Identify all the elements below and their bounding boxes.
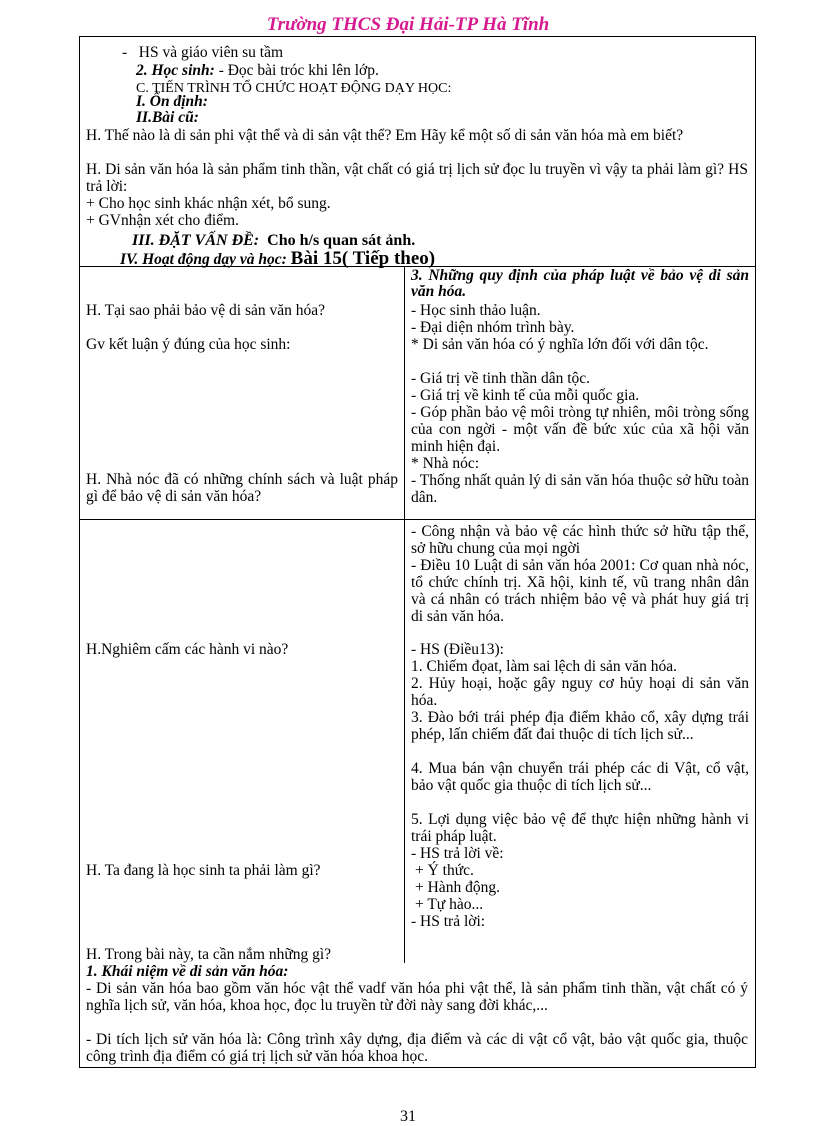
question-student-duty: H. Ta đang là học sinh ta phải làm gì? (86, 862, 321, 879)
right-item: - Giá trị về tinh thần dân tộc. (411, 370, 591, 387)
right-item: - Đại diện nhóm trình bày. (411, 319, 575, 336)
concept-paragraph-2: - Di tích lịch sử văn hóa là: Công trình xây dựng, địa điểm và các di vật cổ vật, bảo vật quốc gia, thuộc công trình địa điểm có giá trị lịch sử văn hóa khoa học. (86, 1031, 748, 1065)
legal-provisions-title: 3. Những quy định của pháp luật về bảo vệ di sản văn hóa. (411, 267, 749, 300)
right-item: - Công nhận và bảo vệ các hình thức sở hữu tập thể, sở hữu chung của mọi ngời (411, 523, 749, 557)
right-item: + Tự hào... (415, 896, 484, 913)
table-row-divider (80, 519, 755, 520)
concept-heading: 1. Khái niệm về di sản văn hóa: (86, 963, 289, 980)
section-1-heading: I. Ổn định: (136, 93, 208, 110)
section-4-heading: IV. Hoạt động dạy và học: Bài 15( Tiếp theo) (120, 248, 436, 269)
right-item: - Góp phần bảo vệ môi tròng tự nhiên, môi tròng sống của con ngời - một vấn đề bức xúc của xã hội văn minh hiện đại. (411, 404, 749, 455)
question-state-policy: H. Nhà nóc đã có những chính sách và luật pháp gì để bảo vệ di sản văn hóa? (86, 471, 398, 505)
right-item: 2. Hủy hoại, hoặc gây nguy cơ hủy hoại di sản văn hóa. (411, 675, 749, 709)
right-item: 4. Mua bán vận chuyển trái phép các di Vật, cổ vật, bảo vật quốc gia thuộc di tích lịch sử... (411, 760, 749, 794)
right-item: + Hành động. (415, 879, 500, 896)
right-item: 1. Chiếm đọat, làm sai lệch di sản văn hóa. (411, 658, 678, 675)
table-column-divider (404, 266, 405, 963)
question-forbidden: H.Nghiêm cấm các hành vi nào? (86, 641, 289, 658)
section-3-heading: III. ĐẶT VẤN ĐỀ: Cho h/s quan sát ảnh. (132, 232, 416, 249)
concept-paragraph-1: - Di sản văn hóa bao gồm văn hóc vật thể vadf văn hóa phi vật thể, là sản phẩm tinh thần, vật chất có ý nghĩa lịch sử, văn hóa, khoa học, đọc lu truyền từ đời này sang đời khác,... (86, 980, 748, 1014)
teacher-conclusion: Gv kết luận ý đúng của học sinh: (86, 336, 291, 353)
section-c-heading: C. TIẾN TRÌNH TỔ CHỨC HOẠT ĐỘNG DẠY HỌC: (136, 81, 452, 96)
question-protect: H. Tại sao phải bảo vệ di sản văn hóa? (86, 302, 326, 319)
right-item: 3. Đào bới trái phép địa điểm khảo cổ, xây dựng trái phép, lấn chiếm đất đai thuộc di tích lịch sử... (411, 709, 749, 743)
right-item: * Nhà nóc: (411, 455, 480, 472)
section-2-heading: II.Bài cũ: (136, 109, 199, 126)
right-item: - Thống nhất quản lý di sản văn hóa thuộc sở hữu toàn dân. (411, 472, 749, 506)
right-item: 5. Lợi dụng việc bảo vệ để thực hiện những hành vi trái pháp luật. (411, 811, 749, 845)
review-step-1: + Cho học sinh khác nhận xét, bổ sung. (86, 195, 331, 212)
right-item: - Giá trị về kinh tế của mỗi quốc gia. (411, 387, 640, 404)
right-item: * Di sản văn hóa có ý nghĩa lớn đối với dân tộc. (411, 336, 709, 353)
old-lesson-question-1: H. Thế nào là di sản phi vật thể và di sản vật thể? Em Hãy kể một số di sản văn hóa mà em biết? (86, 127, 684, 144)
right-item: + Ý thức. (415, 862, 474, 879)
review-step-2: + GVnhận xét cho điểm. (86, 212, 239, 229)
right-item: - HS trả lời: (411, 913, 486, 930)
student-prep: 2. Học sinh: - Đọc bài tróc khi lên lớp. (136, 62, 379, 79)
prep-item: - HS và giáo viên su tầm (122, 44, 284, 61)
page-frame (79, 36, 756, 1068)
right-item: - Học sinh thảo luận. (411, 302, 541, 319)
right-item: - HS (Điều13): (411, 641, 504, 658)
question-lesson-summary: H. Trong bài này, ta cần nắm những gì? (86, 946, 332, 963)
old-lesson-question-2: H. Di sản văn hóa là sản phẩm tinh thần, vật chất có giá trị lịch sử đọc lu truyền vì vậy ta phải làm gì? HS trả lời: (86, 161, 748, 195)
right-item: - HS trả lời về: (411, 845, 504, 862)
page-number: 31 (400, 1108, 416, 1125)
page-header: Trường THCS Đại Hải-TP Hà Tĩnh (266, 14, 550, 35)
right-item: - Điều 10 Luật di sản văn hóa 2001: Cơ quan nhà nóc, tổ chức chính trị. Xã hội, kinh tế, vũ trang nhân dân và cá nhân có trách nhiệm bảo vệ và phát huy giá trị di sản văn hóa. (411, 557, 749, 625)
